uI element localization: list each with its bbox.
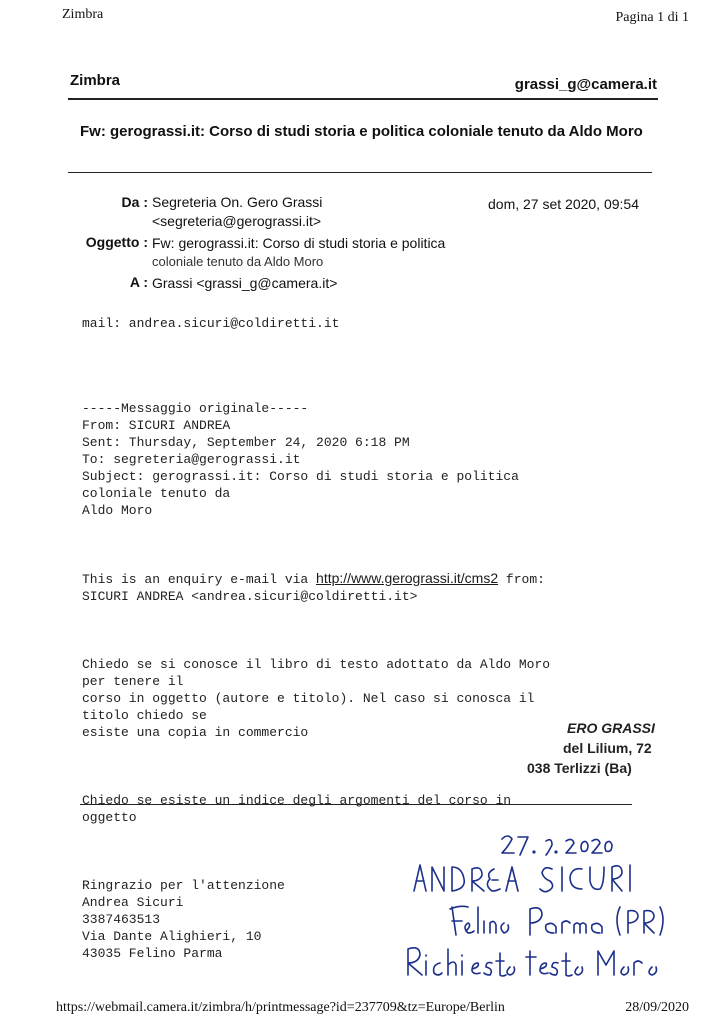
subject-line1: Fw: gerograssi.it: Corso di studi storia e politica xyxy=(152,235,446,251)
address-stamp xyxy=(515,718,655,778)
print-header-app: Zimbra xyxy=(62,7,104,22)
from-email: <segreteria@gerograssi.it> xyxy=(152,213,322,229)
stamp-line3: 038 Terlizzi (Ba) xyxy=(527,760,632,776)
footer-date: 28/09/2020 xyxy=(625,1000,689,1015)
stamp-line2: del Lilium, 72 xyxy=(563,740,652,756)
from-name: Segreteria On. Gero Grassi xyxy=(152,194,323,210)
subject-label: Oggetto : xyxy=(85,234,148,250)
title-divider xyxy=(68,172,652,173)
message-title: Fw: gerograssi.it: Corso di studi storia e politica coloniale tenuto da Aldo Moro xyxy=(80,123,643,140)
footer-url: https://webmail.camera.it/zimbra/h/printmessage?id=237709&tz=Europe/Berlin xyxy=(56,1000,505,1015)
account-email: grassi_g@camera.it xyxy=(514,76,657,93)
body-question: Chiedo se si conosce il libro di testo adottato da Aldo Moro per tenere il corso in oggetto (autore e titolo). Nel caso si conosca il titolo chiedo se esiste una copia in commercio xyxy=(82,657,551,740)
from-label: Da : xyxy=(121,194,148,210)
body-enquiry xyxy=(82,570,642,605)
print-header-page: Pagina 1 di 1 xyxy=(615,10,689,25)
to-value: Grassi <grassi_g@camera.it> xyxy=(152,275,338,291)
enquiry-pre: This is an enquiry e-mail via xyxy=(82,572,317,587)
body-signoff: Ringrazio per l'attenzione Andrea Sicuri 3387463513 Via Dante Alighieri, 10 43035 Felino Parma xyxy=(82,878,285,961)
subject-line2: coloniale tenuto da Aldo Moro xyxy=(152,254,324,269)
enquiry-link[interactable]: http://www.gerograssi.it/cms2 xyxy=(316,570,499,586)
body-index: Chiedo se esiste un indice degli argomenti del corso in oggetto xyxy=(82,793,512,825)
enquiry-post: from: SICURI ANDREA <andrea.sicuri@coldiretti.it> xyxy=(82,572,545,604)
brand-title: Zimbra xyxy=(70,72,121,89)
body-forward: -----Messaggio originale----- From: SICURI ANDREA Sent: Thursday, September 24, 2020 6:18 PM To: segreteria@gerograssi.it Subject: gerograssi.it: Corso di studi storia e politica coloniale tenuto da Aldo Moro xyxy=(82,401,519,518)
body-divider xyxy=(80,804,632,805)
handwritten-note xyxy=(400,825,680,985)
to-label: A : xyxy=(129,274,148,290)
message-date: dom, 27 set 2020, 09:54 xyxy=(488,196,639,212)
header-divider xyxy=(68,98,658,100)
stamp-line1: ERO GRASSI xyxy=(567,720,655,736)
body-intro: mail: andrea.sicuri@coldiretti.it xyxy=(82,316,340,331)
